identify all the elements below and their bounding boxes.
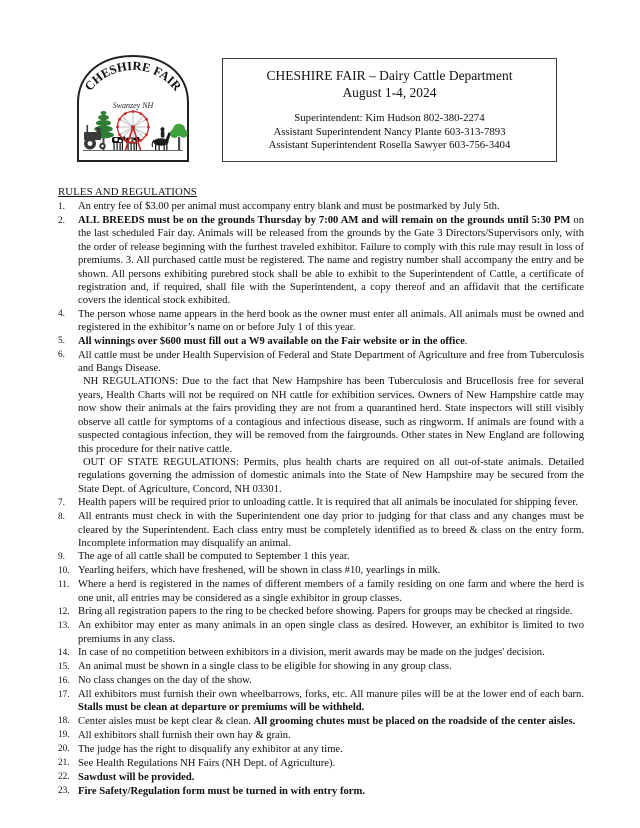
- rule-item: [58, 729, 584, 743]
- document-dates: August 1-4, 2024: [342, 85, 437, 100]
- rule-number: 16.: [58, 675, 70, 686]
- rule-text: An exhibitor may enter as many animals in an open single class as desired. However, an exhibitor is limited to two premiums in any class.: [78, 620, 584, 645]
- document-header: [75, 53, 557, 163]
- rule-text: Health papers will be required prior to unloading cattle. It is required that all animals be inoculated for shipping fever.: [78, 497, 578, 509]
- rule-item: [58, 308, 584, 335]
- rule-number: 18.: [58, 716, 70, 727]
- rule-number: 4.: [58, 309, 65, 320]
- rule-number: 2.: [58, 215, 65, 226]
- rule-number: 23.: [58, 786, 70, 797]
- assistant-superintendent-line: Assistant Superintendent Rosella Sawyer 603-756-3404: [268, 139, 511, 151]
- rule-number: 17.: [58, 689, 70, 700]
- document-title: CHESHIRE FAIR – Dairy Cattle Department: [266, 68, 513, 83]
- header-title-box: [222, 58, 557, 162]
- rule-text: The person whose name appears in the herd book as the owner must enter all animals. All animals must be owned and registered in the exhibitor’s name on or before July 1 of this year.: [78, 308, 584, 334]
- rule-number: 14.: [58, 647, 70, 658]
- rule-item: [58, 785, 584, 799]
- rule-item: [58, 335, 584, 349]
- rule-item: [58, 496, 584, 510]
- logo-arch-text: CHESHIRE FAIR: [81, 58, 185, 94]
- rule-text: An animal must be shown in a single class to be eligible for showing in any group class.: [78, 660, 452, 672]
- rule-text: Bring all registration papers to the ring to be checked before showing. Papers for groups may be checked at ringside.: [78, 606, 573, 618]
- rule-text: ALL BREEDS must be on the grounds Thursday by 7:00 AM and will remain on the grounds until 5:30 PM on the last scheduled Fair day. Animals will be released from the grounds by the Gate 3 Directors/Supervisors only, with the order of release beginning with the furthest traveled exhibitor. Failure to comply with this rule may result in loss of premiums. 3. All purchased cattle must be registered. The name and registry number shall accompany the entry and be shown. All persons exhibiting purebred stock shall be able to exhibit to the Superintendent of Cattle, a certificate of registration and, if required, shall file with the Superintendent, a copy thereof and an affidavit that the certificate covers the identical stock exhibited.: [78, 215, 584, 307]
- rule-text: All exhibitors shall furnish their own hay & grain.: [78, 729, 291, 741]
- rule-text: All exhibitors must furnish their own wheelbarrows, forks, etc. All manure piles will be at the lower end of each barn. Stalls must be clean at departure or premiums will be withheld.: [78, 688, 584, 714]
- rule-number: 8.: [58, 511, 65, 522]
- rule-item: [58, 646, 584, 660]
- rule-text: Fire Safety/Regulation form must be turned in with entry form.: [78, 785, 365, 797]
- rule-text: Center aisles must be kept clear & clean. All grooming chutes must be placed on the roadside of the center aisles.: [78, 715, 576, 727]
- rule-text: An entry fee of $3.00 per animal must accompany entry blank and must be postmarked by July 5th.: [78, 201, 500, 212]
- rule-item: [58, 757, 584, 771]
- rule-number: 19.: [58, 730, 70, 741]
- rule-number: 21.: [58, 758, 70, 769]
- rule-item: [58, 214, 584, 308]
- rule-item: [58, 510, 584, 550]
- assistant-superintendent-line: Assistant Superintendent Nancy Plante 603-313-7893: [273, 125, 506, 138]
- rule-number: 11.: [58, 579, 70, 590]
- rule-number: 7.: [58, 497, 65, 508]
- rule-number: 10.: [58, 565, 70, 576]
- rule-text: See Health Regulations NH Fairs (NH Dept. of Agriculture).: [78, 757, 336, 769]
- rule-item: [58, 200, 584, 214]
- rule-item: [58, 688, 584, 715]
- rule-text: No class changes on the day of the show.: [78, 674, 252, 686]
- rule-item: [58, 771, 584, 785]
- rule-item: [58, 550, 584, 564]
- rule-number: 12.: [58, 606, 70, 617]
- rule-number: 5.: [58, 336, 65, 347]
- rule-number: 9.: [58, 551, 65, 562]
- rules-section: [58, 186, 584, 799]
- rule-item: [58, 674, 584, 688]
- rule-text: Yearling heifers, which have freshened, will be shown in class #10, yearlings in milk.: [78, 565, 441, 577]
- rules-list: [58, 200, 584, 799]
- rule-text: Sawdust will be provided.: [78, 771, 195, 783]
- rule-number: 6.: [58, 350, 65, 361]
- contacts-block: [223, 112, 556, 153]
- rule-item: [58, 605, 584, 619]
- section-title: RULES AND REGULATIONS: [58, 186, 197, 198]
- rule-text: All cattle must be under Health Supervision of Federal and State Department of Agriculture and free from Tuberculosis and Bangs Disease. NH REGULATIONS: Due to the fact that New Hampshire has been Tuberculosis and Brucellosis free for several years, Health Charts will not be required on NH cattle for exhibition services. Owners of New Hampshire cattle may now show their animals at the fairs providing they are not from a quarantined herd. State inspectors will still visibly observe all cattle for symptoms of a contagious and infectious disease, such as ringworm. If animals are found with a suspected contagious infection, they will be removed from the fairgrounds. Other states in New England are following this procedure for their native cattle. OUT OF STATE REGULATIONS: Permits, plus health charts are required on all out-of-state animals. Detailed regulations governing the admission of domestic animals into the State of New Hampshire may be secured from the State Dept. of Agriculture, Concord, NH 03301.: [78, 349, 584, 495]
- logo-subtitle: Swanzey NH: [112, 101, 154, 110]
- rule-text: The judge has the right to disqualify any exhibitor at any time.: [78, 743, 343, 755]
- rule-text: All entrants must check in with the Superintendent one day prior to judging for that class and any changes must be cleared by the Superintendent. Each class entry must be completely identified as to breed & class on the entry form. Incomplete information may disqualify an animal.: [78, 511, 584, 549]
- rule-text: The age of all cattle shall be computed to September 1 this year.: [78, 551, 350, 563]
- rule-item: [58, 578, 584, 605]
- cheshire-fair-logo: [75, 53, 191, 163]
- rule-item: [58, 564, 584, 578]
- superintendent-line: Superintendent: Kim Hudson 802-380-2274: [294, 112, 485, 124]
- rule-item: [58, 715, 584, 729]
- rule-item: [58, 349, 584, 496]
- rule-number: 15.: [58, 661, 70, 672]
- rule-text: In case of no competition between exhibitors in a division, merit awards may be made on the judges' decision.: [78, 646, 545, 658]
- rule-item: [58, 619, 584, 646]
- rule-number: 1.: [58, 201, 65, 212]
- rule-number: 20.: [58, 744, 70, 755]
- rule-item: [58, 660, 584, 674]
- rule-number: 13.: [58, 620, 70, 631]
- rule-text: Where a herd is registered in the names of different members of a family residing on one farm and where the herd is one unit, all entries may be considered as a single exhibitor in group classes.: [78, 579, 584, 604]
- rule-item: [58, 743, 584, 757]
- rule-text: All winnings over $600 must fill out a W9 available on the Fair website or in the office.: [78, 335, 468, 347]
- rule-number: 22.: [58, 772, 70, 783]
